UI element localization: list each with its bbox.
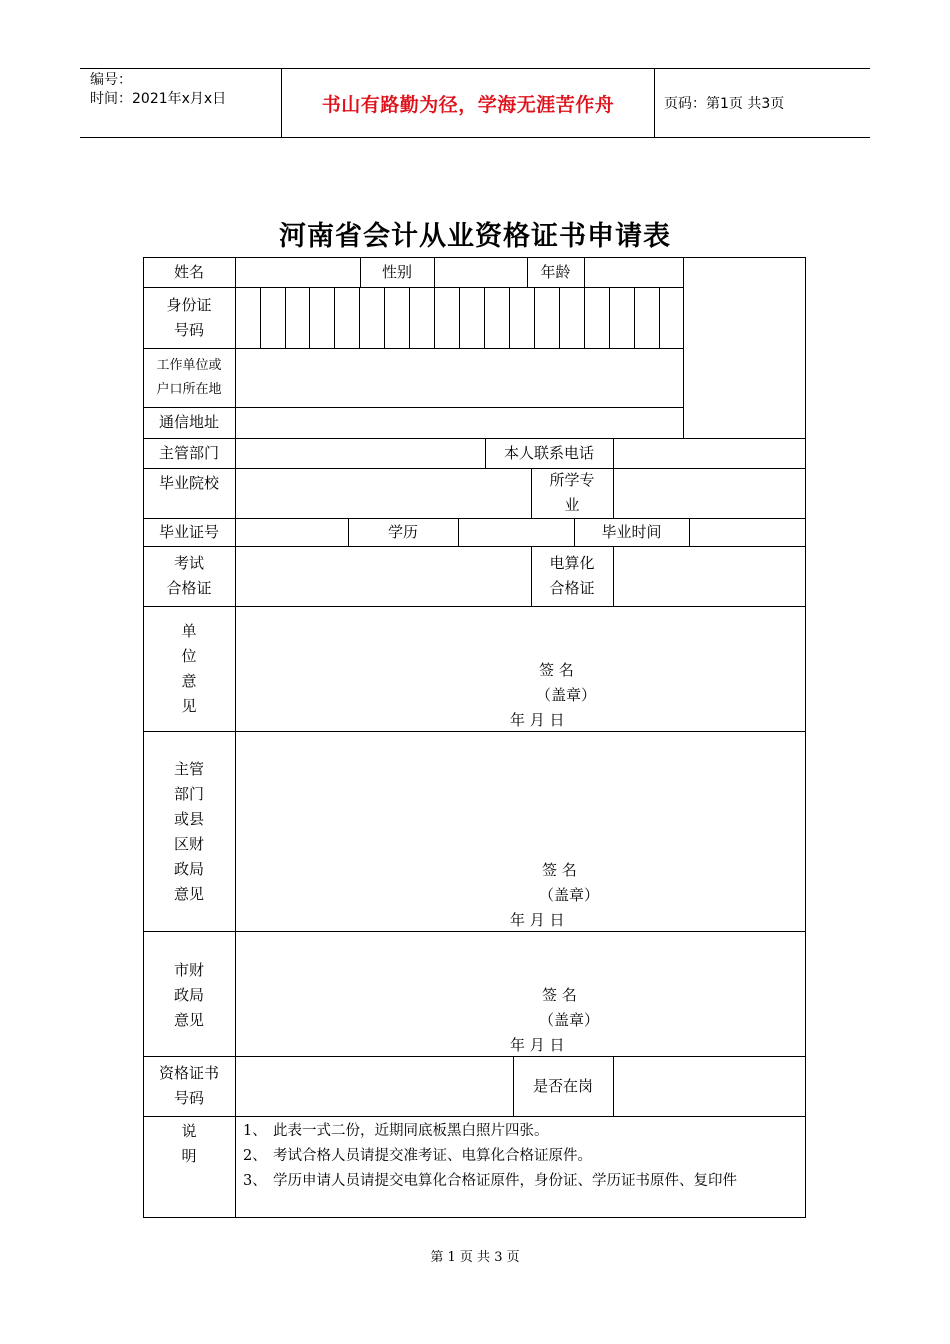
label-authority-opinion <box>143 757 235 907</box>
label-unit-char: 位 <box>181 647 197 665</box>
note-text: 此表一式二份，近期同底板黑白照片四张。 <box>273 1123 549 1139</box>
label-notes-line1: 说 <box>181 1122 197 1140</box>
input-address[interactable] <box>236 408 683 438</box>
note-item <box>243 1169 803 1194</box>
application-form <box>143 257 806 1218</box>
label-school: 毕业院校 <box>158 473 219 492</box>
label-on-duty: 是否在岗 <box>532 1076 593 1095</box>
border-bottom <box>143 1217 806 1218</box>
serial-label: 编号： <box>90 72 132 88</box>
label-unit-char: 单 <box>181 622 197 640</box>
input-phone[interactable] <box>614 439 805 468</box>
id-digit-divider <box>559 287 560 348</box>
input-grad-time[interactable] <box>690 519 805 546</box>
id-digit-divider <box>384 287 385 348</box>
label-id-number <box>143 287 235 348</box>
label-unit-char: 见 <box>181 697 197 715</box>
label-grad-time: 毕业时间 <box>601 522 662 541</box>
header-meta <box>80 69 282 137</box>
input-authority[interactable] <box>236 439 485 468</box>
input-on-duty[interactable] <box>614 1057 805 1116</box>
time-label: 时间：2021年x月x日 <box>90 91 227 107</box>
label-auth-line: 政局 <box>173 860 204 878</box>
label-city-line: 政局 <box>173 985 204 1004</box>
input-name[interactable] <box>236 258 360 287</box>
label-auth-line: 部门 <box>173 785 204 803</box>
label-exam-cert <box>143 546 235 606</box>
page-footer: 第 1 页 共 3 页 <box>430 1250 520 1265</box>
input-computer-cert[interactable] <box>614 547 805 606</box>
label-phone: 本人联系电话 <box>503 443 594 462</box>
note-text: 学历申请人员请提交电算化合格证原件，身份证、学历证书原件、复印件 <box>273 1173 737 1189</box>
id-digit-divider <box>309 287 310 348</box>
label-authority: 主管部门 <box>158 443 219 462</box>
label-comp-line1: 电算化 <box>549 554 595 572</box>
input-authority-opinion[interactable] <box>236 732 805 931</box>
label-comp-line2: 合格证 <box>549 579 595 597</box>
label-cert-line2: 号码 <box>173 1089 204 1107</box>
label-cert-number <box>143 1056 235 1116</box>
label-name: 姓名 <box>173 262 204 281</box>
unit-stamp-label: （盖章） <box>536 686 597 704</box>
label-id-line1: 身份证 <box>166 295 212 314</box>
input-education[interactable] <box>459 519 574 546</box>
authority-date-label: 年 月 日 <box>510 911 565 929</box>
input-gender[interactable] <box>435 258 527 287</box>
id-digit-divider <box>584 287 585 348</box>
city-stamp-label: （盖章） <box>539 1011 600 1029</box>
label-unit-opinion <box>143 619 235 719</box>
note-number: 3、 <box>243 1173 267 1189</box>
id-digit-divider <box>659 287 660 348</box>
label-major-line2: 业 <box>564 496 580 514</box>
label-cert-line1: 资格证书 <box>158 1064 219 1082</box>
label-city-line: 意见 <box>173 1010 204 1029</box>
id-digit-divider <box>509 287 510 348</box>
label-city-line: 市财 <box>173 960 204 979</box>
unit-sign-label: 签 名 <box>539 661 574 679</box>
photo-box[interactable] <box>684 258 805 438</box>
note-number: 1、 <box>243 1123 267 1139</box>
header-motto: 书山有路勤为径，学海无涯苦作舟 <box>282 69 655 137</box>
city-date-label: 年 月 日 <box>510 1036 565 1054</box>
border-right <box>805 257 806 1218</box>
note-text: 考试合格人员请提交准考证、电算化合格证原件。 <box>273 1148 592 1164</box>
label-major-line1: 所学专 <box>549 471 595 489</box>
note-number: 2、 <box>243 1148 267 1164</box>
note-item <box>243 1144 803 1169</box>
input-school[interactable] <box>236 469 531 518</box>
header-page-info: 页码：第1页 共3页 <box>664 96 785 112</box>
label-major <box>531 468 613 518</box>
form-title: 河南省会计从业资格证书申请表 <box>279 221 671 252</box>
label-auth-line: 区财 <box>173 835 204 853</box>
label-auth-line: 意见 <box>173 885 204 903</box>
input-exam-cert[interactable] <box>236 547 531 606</box>
note-item <box>243 1119 803 1144</box>
label-notes <box>143 1119 235 1169</box>
label-unit-char: 意 <box>181 672 197 690</box>
id-digit-divider <box>634 287 635 348</box>
input-workplace[interactable] <box>236 349 683 407</box>
authority-sign-label: 签 名 <box>542 861 577 879</box>
notes-list <box>243 1119 803 1194</box>
label-gender: 性别 <box>381 262 412 281</box>
id-digit-divider <box>359 287 360 348</box>
label-address: 通信地址 <box>158 413 219 431</box>
id-digit-divider <box>459 287 460 348</box>
city-sign-label: 签 名 <box>542 986 577 1004</box>
label-exam-line1: 考试 <box>173 554 204 572</box>
label-exam-line2: 合格证 <box>166 579 212 597</box>
label-auth-line: 或县 <box>173 810 204 828</box>
document-header <box>80 68 870 138</box>
input-diploma-no[interactable] <box>236 519 348 546</box>
id-digit-divider <box>285 287 286 348</box>
label-auth-line: 主管 <box>173 760 204 778</box>
id-digit-divider <box>334 287 335 348</box>
label-education: 学历 <box>387 522 418 541</box>
id-digit-divider <box>260 287 261 348</box>
label-work-line1: 工作单位或 <box>156 357 222 373</box>
id-digit-divider <box>534 287 535 348</box>
row-line <box>143 1116 806 1117</box>
label-computer-cert <box>531 546 613 606</box>
id-digit-divider <box>484 287 485 348</box>
authority-stamp-label: （盖章） <box>539 886 600 904</box>
label-id-line2: 号码 <box>173 320 204 339</box>
label-city-opinion <box>143 957 235 1033</box>
id-digit-divider <box>409 287 410 348</box>
input-cert-number[interactable] <box>236 1057 513 1116</box>
id-digit-divider <box>434 287 435 348</box>
input-age[interactable] <box>585 258 683 287</box>
unit-date-label: 年 月 日 <box>510 711 565 729</box>
label-diploma-no: 毕业证号 <box>158 522 219 541</box>
id-digit-divider <box>609 287 610 348</box>
label-work-line2: 户口所在地 <box>156 381 222 397</box>
label-age: 年龄 <box>540 262 571 281</box>
label-workplace <box>143 348 235 407</box>
label-notes-line2: 明 <box>181 1147 197 1165</box>
input-major[interactable] <box>614 469 805 518</box>
